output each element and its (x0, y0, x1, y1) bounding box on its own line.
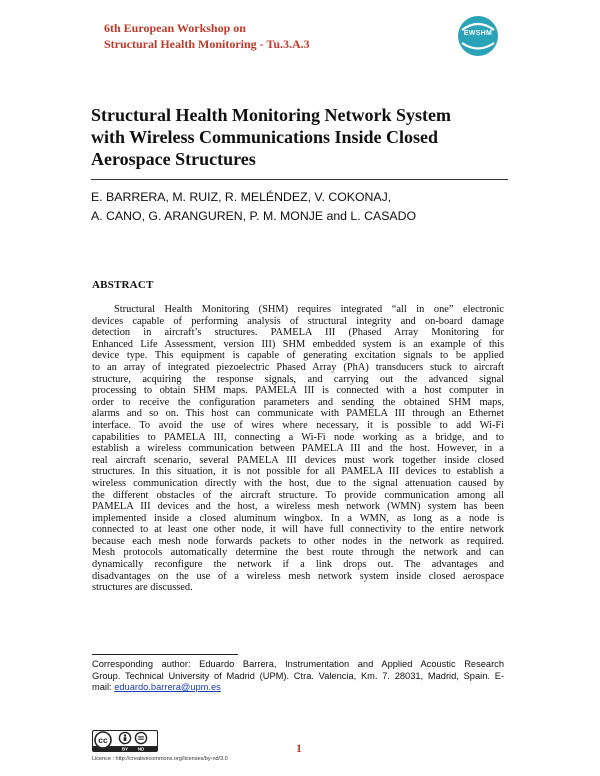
abstract-line: disadvantages on the use of a wireless mesh network system inside closed aerospace (92, 570, 504, 582)
abstract-line: Structural Health Monitoring (SHM) requires integrated “all in one” electronic (114, 304, 504, 315)
title-line: Structural Health Monitoring Network System (91, 105, 451, 125)
abstract-line: structures are discussed. (92, 582, 193, 594)
abstract-line: Enhanced Life Assessment, version III) SHM embedded system is an example of this (92, 338, 504, 350)
abstract-line: structures. In this situation, it is not possible for all PAMELA III devices to establish a (92, 466, 504, 478)
abstract-line: establish a wireless communication between PAMELA III and the host. However, in a (92, 443, 504, 455)
abstract-line: real aircraft scenario, several PAMELA III devices must work together inside closed (92, 454, 504, 466)
email-prefix: mail: (92, 682, 115, 693)
abstract-line: dynamically reconfigure the network if a link drops out. The advantages and (92, 559, 504, 571)
abstract-line: alarms and so on. This host can communicate with PAMELA III through an Ethernet (92, 408, 504, 420)
title-divider (91, 179, 508, 180)
footnote-line: Group. Technical University of Madrid (UPM). Ctra. Valencia, Km. 7. 28031, Madrid, Spain. E- (92, 670, 504, 681)
title-line: Aerospace Structures (91, 149, 256, 169)
cc-license-badge[interactable] (92, 730, 158, 752)
paper-title (91, 104, 531, 170)
abstract-line: device type. This equipment is capable of generating excitation signals to be applied (92, 350, 504, 362)
logo-text: EWSHM (463, 30, 493, 37)
abstract-line: connected to at least one other node, it will have full connectivity to the entire network (92, 524, 504, 536)
header-line-1: 6th European Workshop on (104, 21, 246, 35)
nd-label: ND (137, 746, 145, 752)
title-line: with Wireless Communications Inside Closed (91, 127, 439, 147)
running-header (104, 20, 310, 52)
ewshm-logo (456, 14, 500, 58)
author-list (91, 188, 416, 226)
abstract-line: wireless communication directly with the host, due to the signal attenuation caused by (92, 477, 504, 489)
abstract-line: order to receive the configuration parameters and sending the obtained SHM maps, (92, 396, 504, 408)
header-line-2: Structural Health Monitoring - Tu.3.A.3 (104, 37, 310, 51)
author-line: E. BARRERA, M. RUIZ, R. MELÉNDEZ, V. COKONAJ, (91, 190, 392, 204)
abstract-body (92, 304, 504, 594)
abstract-line: interface. To avoid the use of wires where necessary, it is possible to add Wi-Fi (92, 419, 504, 431)
footnote-line: Corresponding author: Eduardo Barrera, Instrumentation and Applied Acoustic Research (92, 659, 504, 669)
abstract-line: because each mesh node forwards packets to other nodes in the network as required. (92, 535, 504, 547)
license-url: Licence : http://creativecommons.org/licenses/by-nd/3.0 (92, 756, 228, 762)
abstract-line: processing to obtain SHM maps. PAMELA III is connected with a host computer in (92, 385, 504, 397)
abstract-line: implemented inside a closed aluminum wingbox. In a WMN, as long as a node is (92, 512, 504, 524)
author-line: A. CANO, G. ARANGUREN, P. M. MONJE and L. CASADO (91, 209, 417, 223)
nd-icon (135, 732, 146, 743)
corresponding-author-footnote (92, 659, 504, 694)
by-label: BY (121, 746, 129, 752)
email-link[interactable]: eduardo.barrera@upm.es (114, 682, 221, 693)
cc-label: cc (98, 735, 108, 745)
abstract-line: structure, acquiring the response signals, and carrying out the advanced signal (92, 373, 504, 385)
abstract-line: PAMELA III devices and the host, a wireless mesh network (WMN) system has been (92, 501, 504, 513)
page-number: 1 (296, 741, 302, 755)
abstract-line: the different obstacles of the aircraft structure. To provide communication among all (92, 489, 504, 501)
abstract-line: Mesh protocols automatically determine the best route through the network and can (92, 547, 504, 559)
abstract-line: to an array of integrated piezoelectric Phased Array (PhA) transducers stuck to aircraft (92, 361, 504, 373)
abstract-line: detection in aircraft’s structures. PAMELA III (Phased Array Monitoring for (92, 327, 504, 339)
footnote-divider (92, 654, 238, 655)
abstract-line: devices capable of performing analysis of structural integrity and on-board damage (92, 315, 504, 327)
footnote-email-line (92, 682, 504, 694)
abstract-line: capabilities to PAMELA III, connecting a Wi-Fi node working as a bridge, and to (92, 431, 504, 443)
abstract-heading: ABSTRACT (92, 279, 154, 291)
